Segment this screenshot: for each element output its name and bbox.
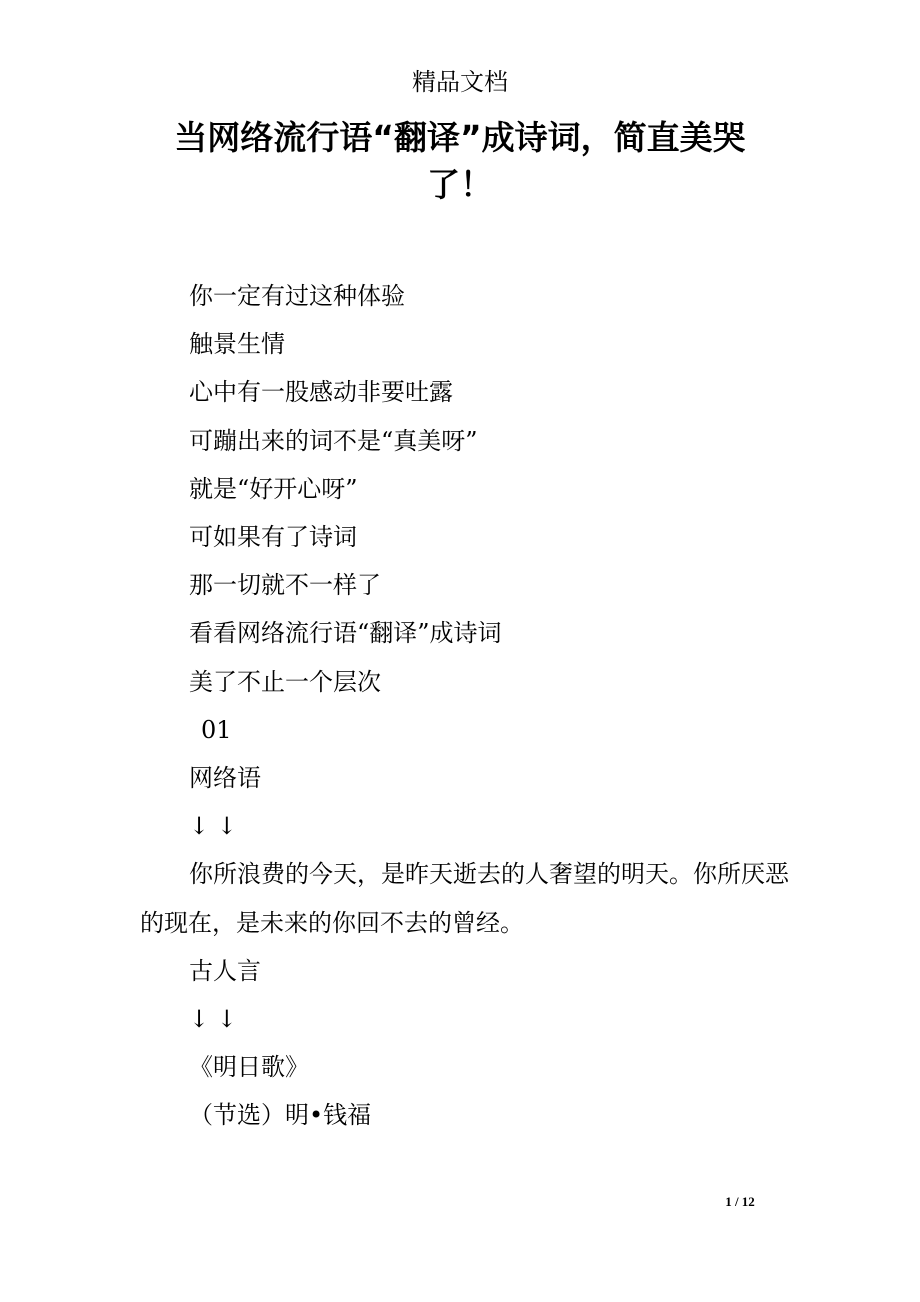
poem-author: （节选）明•钱福 (189, 1101, 372, 1130)
paragraph: 可如果有了诗词 (189, 523, 357, 552)
document-body (140, 272, 800, 1140)
paragraph: 可蹦出来的词不是“真美呀” (189, 426, 478, 455)
page-number: 1 / 12 (725, 1194, 755, 1209)
section-label: 网络语 (189, 764, 261, 793)
paragraph: 就是“好开心呀” (189, 474, 358, 503)
section-label: 古人言 (189, 956, 261, 985)
paragraph: 美了不止一个层次 (189, 667, 381, 696)
down-arrows: ↓ ↓ (189, 1005, 237, 1034)
document-title: 当网络流行语“翻译”成诗词，简直美哭了！ (174, 118, 746, 204)
paragraph: 那一切就不一样了 (189, 571, 381, 600)
paragraph: 你一定有过这种体验 (189, 282, 405, 310)
paragraph: 看看网络流行语“翻译”成诗词 (189, 619, 502, 648)
page-header: 精品文档 (412, 68, 508, 96)
paragraph: 你所浪费的今天，是昨天逝去的人奢望的明天。你所厌恶的现在，是未来的你回不去的曾经。 (140, 860, 789, 937)
section-number: 01 (201, 715, 232, 744)
poem-title: 《明日歌》 (189, 1053, 309, 1082)
paragraph: 触景生情 (189, 330, 285, 359)
down-arrows: ↓ ↓ (189, 812, 237, 841)
paragraph: 心中有一股感动非要吐露 (189, 378, 453, 407)
